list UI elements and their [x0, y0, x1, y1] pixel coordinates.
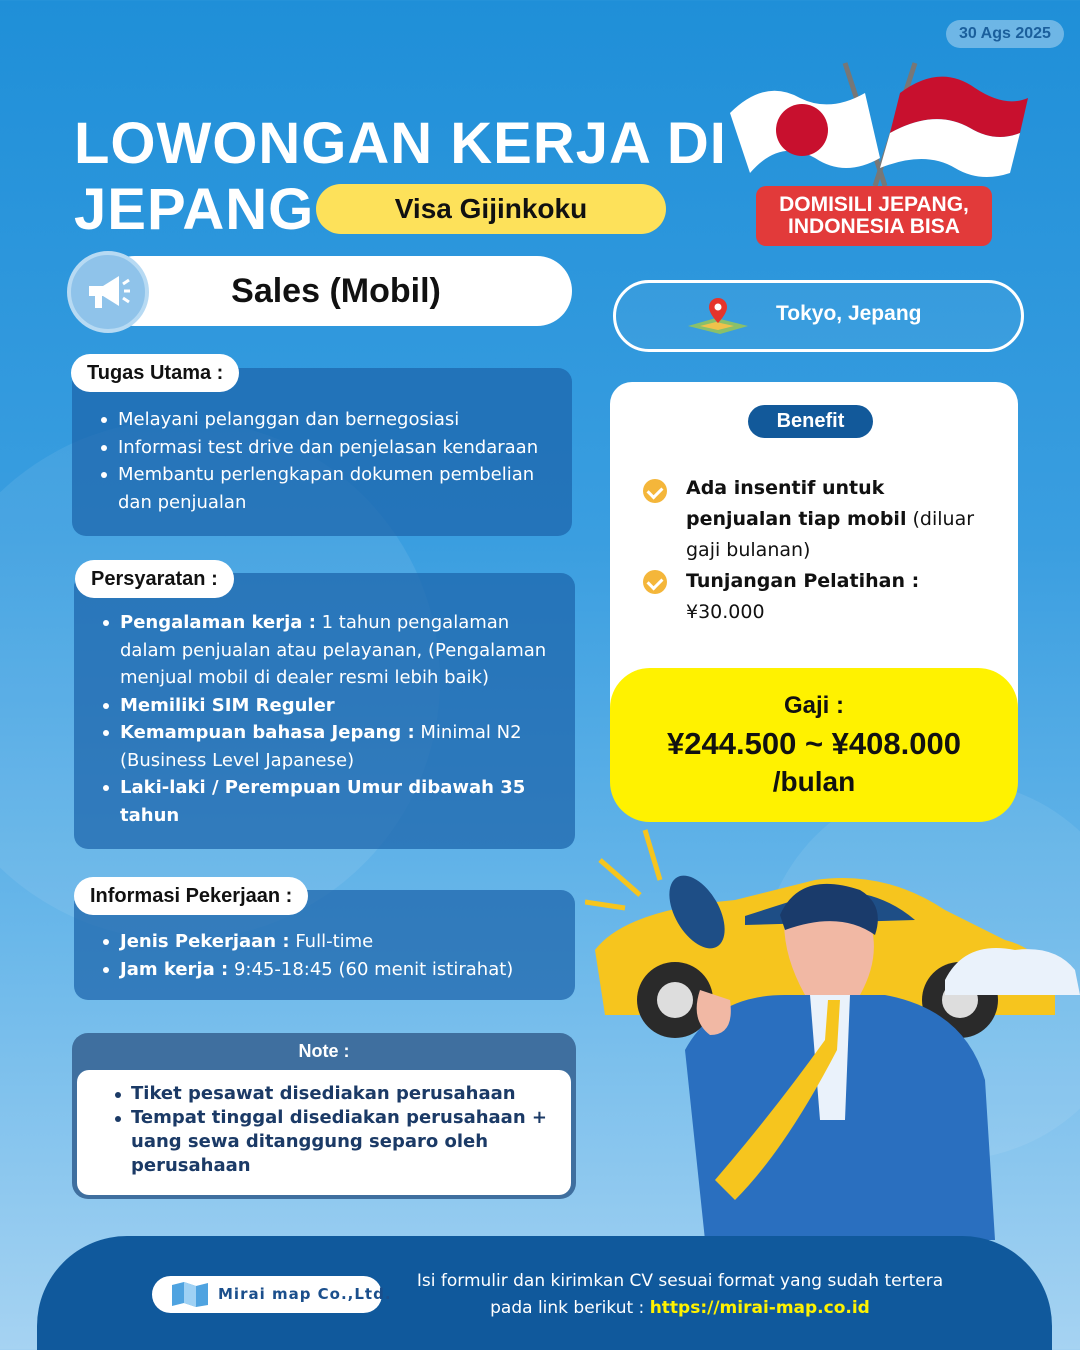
persyaratan-label: Persyaratan :: [75, 560, 234, 598]
list-item: [100, 956, 555, 984]
japan-indonesia-flags-icon: [725, 58, 1035, 198]
list-item: Tempat tinggal disediakan perusahaan + uang sewa ditanggung separo oleh perusahaan: [131, 1106, 551, 1178]
benefit-item-bold: Ada insentif untuk penjualan tiap mobil: [686, 477, 907, 530]
item-text: 1 tahun pengalaman dalam penjualan atau pelayanan, (Pengalaman menjual mobil di dealer resmi lebih baik): [120, 612, 547, 688]
list-item: [100, 609, 555, 692]
list-item: [100, 692, 555, 720]
salary-label: Gaji :: [783, 692, 844, 719]
benefit-label: Benefit: [748, 405, 873, 438]
megaphone-icon: [67, 251, 149, 333]
item-key: Pengalaman kerja :: [120, 612, 316, 633]
map-pin-icon: [686, 296, 750, 336]
list-item: [100, 928, 555, 956]
list-item: Tiket pesawat disediakan perusahaan: [131, 1082, 551, 1106]
persyaratan-list: [74, 573, 575, 829]
item-text: Full-time: [289, 931, 374, 952]
note-content: [77, 1070, 571, 1195]
item-key: Jam kerja :: [120, 958, 229, 980]
apply-link[interactable]: https://mirai-map.co.id: [649, 1298, 870, 1318]
list-item: Membantu perlengkapan dokumen pembelian dan penjualan: [98, 461, 552, 516]
item-key: Memiliki SIM Reguler: [120, 694, 335, 716]
salary-box: [610, 668, 1018, 822]
location-text: Tokyo, Jepang: [776, 302, 922, 325]
page-title-line1: LOWONGAN KERJA DI: [74, 111, 727, 176]
domisili-badge: [756, 186, 992, 246]
page-title-line2: JEPANG: [74, 177, 315, 242]
note-list: [77, 1070, 571, 1178]
list-item: [100, 719, 555, 774]
visa-badge: Visa Gijinkoku: [316, 184, 666, 234]
map-logo-icon: [170, 1281, 210, 1308]
date-badge: 30 Ags 2025: [946, 20, 1064, 48]
tugas-box: [72, 368, 572, 536]
benefit-item-rest: ¥30.000: [686, 601, 765, 623]
salary-amount: ¥244.500 ~ ¥408.000: [667, 726, 961, 761]
position-title: Sales (Mobil): [100, 256, 572, 326]
tugas-label: Tugas Utama :: [71, 354, 239, 392]
check-icon: [643, 479, 667, 503]
list-item: Melayani pelanggan dan bernegosiasi: [98, 406, 552, 434]
check-icon: [643, 570, 667, 594]
item-key: Jenis Pekerjaan :: [120, 931, 290, 952]
footer-line1: Isi formulir dan kirimkan CV sesuai format yang sudah tertera: [416, 1271, 944, 1291]
salary-unit: /bulan: [772, 766, 856, 797]
benefit-item-rest: (diluar gaji bulanan): [686, 508, 975, 561]
footer-line2: [380, 1298, 980, 1318]
domisili-line2: INDONESIA BISA: [788, 215, 960, 238]
item-key: Laki-laki / Perempuan Umur dibawah 35 tahun: [120, 777, 526, 826]
domisili-line1: DOMISILI JEPANG,: [779, 193, 969, 216]
benefit-item-1: [686, 473, 986, 566]
salesman-illustration: [585, 820, 1080, 1240]
persyaratan-box: [74, 573, 575, 849]
benefit-item-2: [686, 566, 986, 628]
note-label: Note :: [298, 1041, 350, 1061]
footer-prefix: pada link berikut :: [490, 1298, 650, 1318]
item-key: Kemampuan bahasa Jepang :: [120, 722, 415, 743]
list-item: [100, 774, 555, 829]
item-text: Minimal N2 (Business Level Japanese): [120, 722, 522, 771]
benefit-item-bold: Tunjangan Pelatihan :: [686, 570, 920, 592]
company-name: Mirai map Co.,Ltd.: [218, 1285, 392, 1303]
informasi-label: Informasi Pekerjaan :: [74, 877, 308, 915]
item-text: 9:45-18:45 (60 menit istirahat): [228, 958, 514, 980]
list-item: Informasi test drive dan penjelasan kendaraan: [98, 434, 552, 462]
